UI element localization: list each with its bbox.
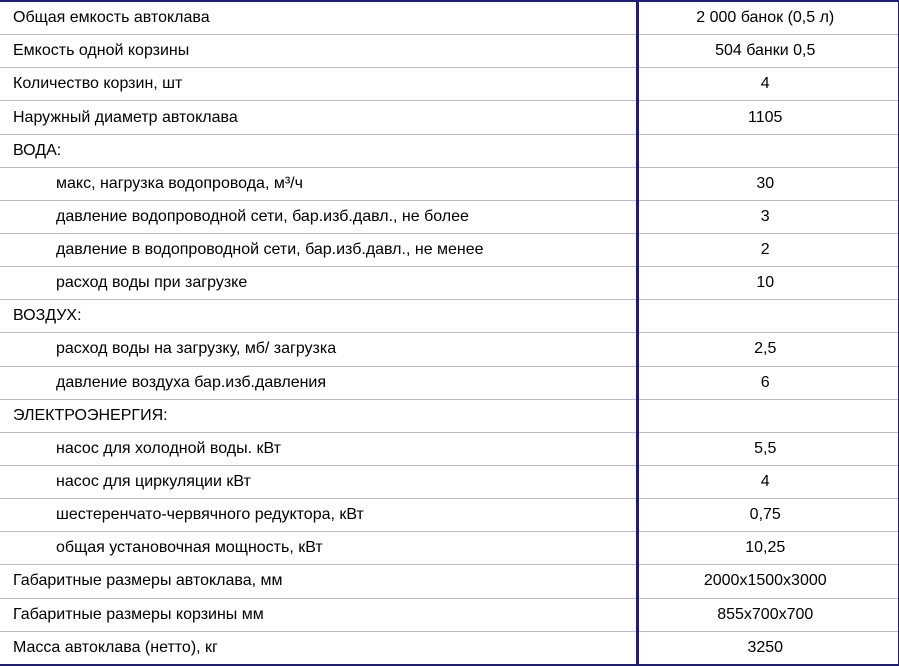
spec-row xyxy=(0,167,899,200)
spec-row xyxy=(0,35,899,68)
spec-value: 504 банки 0,5 xyxy=(637,35,899,68)
spec-value: 3250 xyxy=(747,638,784,656)
spec-value: 855x700x700 xyxy=(637,598,899,631)
spec-value: 3 xyxy=(637,200,899,233)
spec-row xyxy=(0,1,899,35)
section-header-air: ВОЗДУХ: xyxy=(0,300,637,333)
spec-value: 30 xyxy=(637,167,899,200)
spec-param: расход воды при загрузке xyxy=(0,267,637,300)
spec-param: насос для холодной воды. кВт xyxy=(0,432,637,465)
spec-row xyxy=(0,499,899,532)
spec-param: Общая емкость автоклава xyxy=(0,1,637,35)
spec-row xyxy=(0,565,899,598)
spec-row xyxy=(0,267,899,300)
spec-value: 0,75 xyxy=(637,499,899,532)
spec-row xyxy=(0,366,899,399)
spec-table-body xyxy=(0,1,899,665)
spec-param: макс, нагрузка водопровода, м³/ч xyxy=(0,167,637,200)
spec-row xyxy=(0,101,899,134)
section-row-water xyxy=(0,134,899,167)
spec-row xyxy=(0,598,899,631)
spec-param: давление водопроводной сети, бар.изб.давл., не более xyxy=(0,200,637,233)
spec-param: Масса автоклава (нетто), кг xyxy=(0,631,637,665)
spec-value xyxy=(637,134,899,167)
section-row-air xyxy=(0,300,899,333)
section-row-electricity xyxy=(0,399,899,432)
spec-row xyxy=(0,465,899,498)
spec-row xyxy=(0,333,899,366)
spec-param: расход воды на загрузку, мб/ загрузка xyxy=(0,333,637,366)
spec-param: Габаритные размеры корзины мм xyxy=(0,598,637,631)
spec-row xyxy=(0,200,899,233)
spec-value: 10 xyxy=(637,267,899,300)
spec-param: давление в водопроводной сети, бар.изб.давл., не менее xyxy=(0,234,637,267)
spec-param: общая установочная мощность, кВт xyxy=(0,532,637,565)
spec-row xyxy=(0,234,899,267)
spec-value: 1105 xyxy=(637,101,899,134)
spec-value: 6 xyxy=(637,366,899,399)
spec-param: шестеренчато-червячного редуктора, кВт xyxy=(0,499,637,532)
spec-value: 2000x1500x3000 xyxy=(637,565,899,598)
spec-row xyxy=(0,68,899,101)
spec-value xyxy=(637,399,899,432)
spec-value: 10,25 xyxy=(637,532,899,565)
spec-value: 4 xyxy=(637,465,899,498)
spec-value: 2,5 xyxy=(637,333,899,366)
spec-row xyxy=(0,532,899,565)
section-header-water: ВОДА: xyxy=(0,134,637,167)
spec-param: насос для циркуляции кВт xyxy=(0,465,637,498)
spec-row xyxy=(0,432,899,465)
spec-value: 2 xyxy=(637,234,899,267)
spec-param: Габаритные размеры автоклава, мм xyxy=(0,565,637,598)
spec-row xyxy=(0,631,899,665)
spec-value xyxy=(637,300,899,333)
spec-param: Емкость одной корзины xyxy=(0,35,637,68)
spec-param: Наружный диаметр автоклава xyxy=(0,101,637,134)
spec-value: 2 000 банок (0,5 л) xyxy=(637,1,899,35)
spec-param: Количество корзин, шт xyxy=(0,68,637,101)
spec-value: 5,5 xyxy=(637,432,899,465)
section-header-electricity: ЭЛЕКТРОЭНЕРГИЯ: xyxy=(0,399,637,432)
spec-param: давление воздуха бар.изб.давления xyxy=(0,366,637,399)
spec-value: 4 xyxy=(637,68,899,101)
